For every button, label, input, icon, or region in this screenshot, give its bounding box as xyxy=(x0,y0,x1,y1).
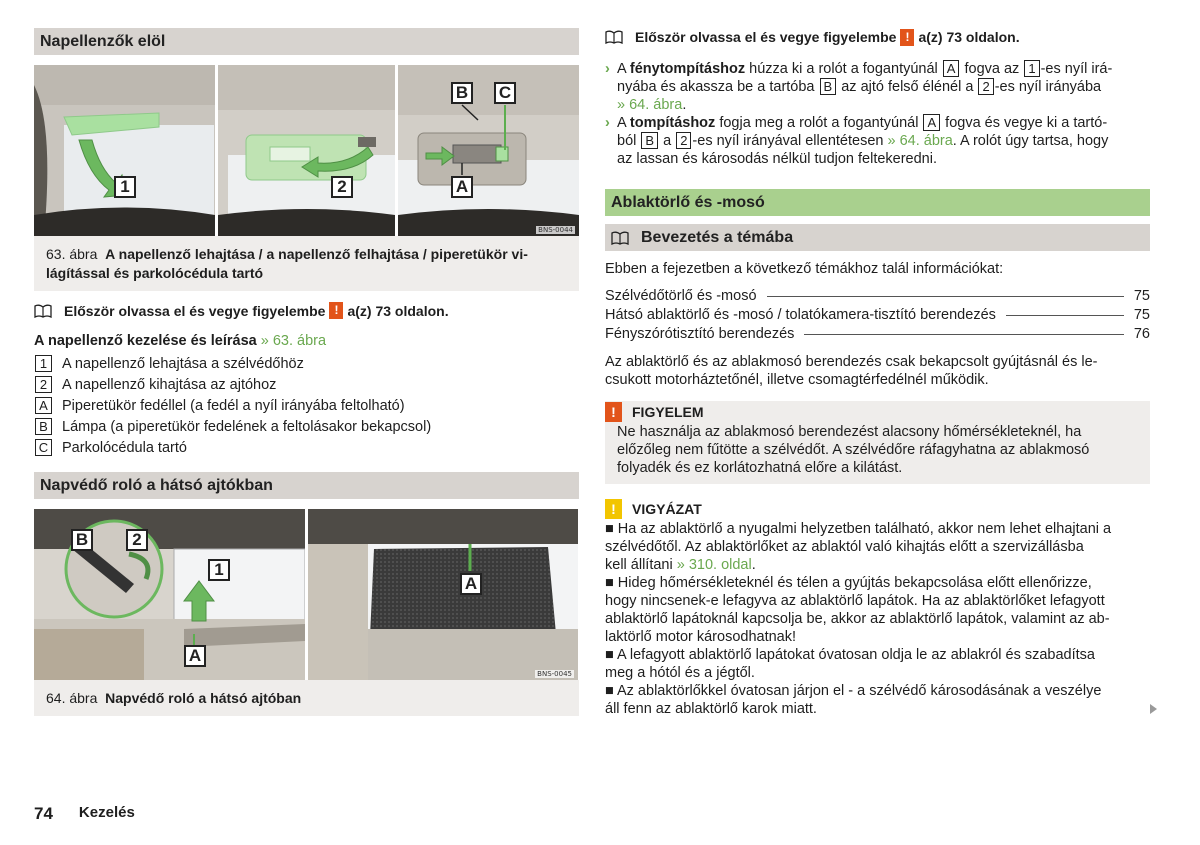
legend-key: B xyxy=(35,418,52,435)
key-label: 2 xyxy=(676,132,691,149)
key-label: B xyxy=(820,78,837,95)
caution-line xyxy=(605,556,1150,574)
legend-item xyxy=(34,395,579,416)
callout-A: A xyxy=(184,645,206,667)
step-text: az ajtó felső élénél a xyxy=(837,79,978,95)
step-arrow-icon: › xyxy=(605,61,610,77)
figure-ref-link[interactable]: » 63. ábra xyxy=(260,333,327,349)
key-label: A xyxy=(923,114,940,131)
legend-text: A napellenző lehajtása a szélvédőhöz xyxy=(62,355,304,372)
callout-A: A xyxy=(451,176,473,198)
toc-list xyxy=(605,287,1150,344)
callout-1: 1 xyxy=(208,559,230,581)
caution-line: ablaktörlő lapátoknál kapcsolja be, akkor az ablaktörlő lapátok, valamint az ab- xyxy=(605,611,1110,627)
caution-title: VIGYÁZAT xyxy=(632,501,702,517)
figure-title: A napellenző lehajtása / a napellenző felhajtása / piperetükör vi-lágítással és parkolócédula tartó xyxy=(46,246,528,281)
legend-item xyxy=(34,416,579,437)
step-text: fogva és vegye ki a tartó- xyxy=(941,115,1108,131)
description-label: A napellenző kezelése és leírása xyxy=(34,333,257,349)
left-column xyxy=(34,28,579,716)
page-ref-link[interactable]: » 310. oldal xyxy=(676,557,752,573)
caution-line: ■ A lefagyott ablaktörlő lapátokat óvatosan oldja le az ablakról és szabadítsa xyxy=(605,647,1095,663)
callout-2: 2 xyxy=(126,529,148,551)
subsection-heading-intro xyxy=(605,224,1150,251)
legend-list xyxy=(34,353,579,458)
figure-code: BNS-0045 xyxy=(537,670,572,678)
book-icon xyxy=(34,304,54,318)
read-first-text: Először olvassa el és vegye figyelembe xyxy=(64,302,326,319)
figure-64 xyxy=(34,509,579,716)
figure-63 xyxy=(34,65,579,291)
step-text: fogva az xyxy=(960,61,1024,77)
figure-ref-link[interactable]: » 64. ábra xyxy=(617,97,683,113)
toc-leader xyxy=(1006,315,1124,316)
step-text: -es nyíl irá- xyxy=(1040,61,1113,77)
toc-page: 75 xyxy=(1133,307,1150,323)
warning-line: folyadék és ez korlátozhatná előre a kilátást. xyxy=(617,460,903,476)
legend-text: Piperetükör fedéllel (a fedél a nyíl irányába feltolható) xyxy=(62,397,405,414)
section-heading-rear-blind: Napvédő roló a hátsó ajtókban xyxy=(34,472,579,499)
step-text: ból xyxy=(617,133,641,149)
read-first-note xyxy=(34,302,579,319)
description-line xyxy=(34,333,579,349)
step-text: A xyxy=(617,115,630,131)
warning-icon: ! xyxy=(329,302,343,319)
caution-header xyxy=(605,498,1150,520)
book-icon xyxy=(611,231,631,245)
figure-number: 63. ábra xyxy=(46,246,98,262)
caution-icon: ! xyxy=(605,499,622,519)
step-text: -es nyíl irányába xyxy=(994,79,1102,95)
step-text: A xyxy=(617,61,630,77)
callout-2: 2 xyxy=(331,176,353,198)
warning-icon: ! xyxy=(605,402,622,422)
legend-key: C xyxy=(35,439,52,456)
caution-line: laktörlő motor károsodhatnak! xyxy=(605,629,797,645)
photo-vanity-mirror xyxy=(398,65,579,236)
continue-arrow-icon xyxy=(1150,704,1157,714)
legend-text: Lámpa (a piperetükör fedelének a feltolásakor bekapcsol) xyxy=(62,418,432,435)
legend-item xyxy=(34,437,579,458)
body-paragraph xyxy=(605,353,1150,389)
figure-number: 64. ábra xyxy=(46,690,98,706)
subsection-title: Bevezetés a témába xyxy=(641,229,794,246)
caution-text-part: . xyxy=(751,557,756,573)
warning-header xyxy=(605,401,1150,423)
instruction-step-1 xyxy=(605,60,1150,114)
step-text: nyába és akassza be a tartóba xyxy=(617,79,819,95)
toc-entry[interactable] xyxy=(605,287,1150,306)
figure-code: BNS-0044 xyxy=(538,226,573,234)
key-label: B xyxy=(641,132,658,149)
toc-entry[interactable] xyxy=(605,306,1150,325)
legend-text: Parkolócédula tartó xyxy=(62,439,187,456)
warning-line: Ne használja az ablakmosó berendezést alacsony hőmérsékleteknél, ha xyxy=(617,424,1082,440)
caution-line: meg a hótól és a jégtől. xyxy=(605,665,755,681)
step-keyword: tompításhoz xyxy=(629,115,716,131)
legend-text: A napellenző kihajtása az ajtóhoz xyxy=(62,376,277,393)
legend-key: 2 xyxy=(35,376,52,393)
photo-visor-down xyxy=(34,65,215,236)
callout-C: C xyxy=(494,82,516,104)
intro-text: Ebben a fejezetben a következő témákhoz talál információkat: xyxy=(605,261,1004,277)
caution-text-part: kell állítani xyxy=(605,557,677,573)
caution-box xyxy=(605,498,1150,718)
book-icon xyxy=(605,30,625,44)
footer-section: Kezelés xyxy=(78,804,135,821)
caution-line: ■ Az ablaktörlőkkel óvatosan járjon el - a szélvédő károsodásának a veszélye xyxy=(605,683,1102,699)
read-first-note xyxy=(605,28,1150,46)
section-heading-sun-visors: Napellenzők elöl xyxy=(34,28,579,55)
page-number: 74 xyxy=(34,804,53,823)
step-text: a xyxy=(659,133,676,149)
toc-entry[interactable] xyxy=(605,325,1150,344)
figure-63-caption xyxy=(34,236,579,291)
figure-64-caption xyxy=(34,680,579,716)
step-keyword: fénytompításhoz xyxy=(629,61,746,77)
section-heading-wipers: Ablaktörlő és -mosó xyxy=(605,189,1150,216)
step-text: -es nyíl irányával ellentétesen xyxy=(692,133,888,149)
key-label: 2 xyxy=(978,78,993,95)
toc-page: 76 xyxy=(1133,326,1150,342)
toc-leader xyxy=(804,334,1123,335)
page-footer xyxy=(34,804,135,824)
read-first-page: a(z) 73 oldalon. xyxy=(347,302,449,319)
caution-line: ■ Ha az ablaktörlő a nyugalmi helyzetben található, akkor nem lehet elhajtani a xyxy=(605,521,1112,537)
callout-B: B xyxy=(451,82,473,104)
callout-A: A xyxy=(460,573,482,595)
legend-item xyxy=(34,353,579,374)
toc-label: Szélvédőtörlő és -mosó xyxy=(605,288,757,304)
photo-blind-extend xyxy=(34,509,305,680)
legend-item xyxy=(34,374,579,395)
toc-label: Fényszórótisztító berendezés xyxy=(605,326,795,342)
figure-title: Napvédő roló a hátsó ajtóban xyxy=(105,690,302,706)
step-text: fogja meg a rolót a fogantyúnál xyxy=(715,115,923,131)
figure-ref-link[interactable]: » 64. ábra xyxy=(887,133,953,149)
caution-line: áll fenn az ablaktörlő karok miatt. xyxy=(605,701,817,717)
read-first-text: Először olvassa el és vegye figyelembe xyxy=(635,29,897,45)
step-arrow-icon: › xyxy=(605,115,610,131)
toc-page: 75 xyxy=(1133,288,1150,304)
caution-line: szélvédőtől. Az ablaktörlőket az ablaktól való kihajtás előtt a szervizállásba xyxy=(605,539,1084,555)
warning-text xyxy=(605,423,1150,477)
callout-B: B xyxy=(71,529,93,551)
read-first-page: a(z) 73 oldalon. xyxy=(918,29,1020,45)
right-column xyxy=(605,28,1150,718)
warning-title: FIGYELEM xyxy=(632,404,704,420)
toc-label: Hátsó ablaktörlő és -mosó / tolatókamera-tisztító berendezés xyxy=(605,307,996,323)
legend-key: A xyxy=(35,397,52,414)
figure-64-photos xyxy=(34,509,579,680)
paragraph-line: Az ablaktörlő és az ablakmosó berendezés csak bekapcsolt gyújtásnál és le- xyxy=(605,354,1098,370)
instruction-step-2 xyxy=(605,114,1150,168)
caution-line: hogy nincsenek-e lefagyva az ablaktörlő lapátok. Ha az ablaktörlőket lefagyott xyxy=(605,593,1105,609)
paragraph-line: csukott motorháztetőnél, illetve csomagtérfedélnél működik. xyxy=(605,372,989,388)
legend-key: 1 xyxy=(35,355,52,372)
step-text: . A rolót úgy tartsa, hogy xyxy=(952,133,1109,149)
caution-text xyxy=(605,520,1150,718)
warning-icon: ! xyxy=(900,29,914,46)
step-text: az lassan és károsodás nélkül tudjon feltekeredni. xyxy=(617,151,937,167)
photo-visor-side xyxy=(218,65,395,236)
toc-leader xyxy=(767,296,1124,297)
caution-line: ■ Hideg hőmérsékleteknél és télen a gyújtás bekapcsolása előtt ellenőrizze, xyxy=(605,575,1092,591)
figure-63-photos xyxy=(34,65,579,236)
photo-blind-hooked xyxy=(308,509,578,680)
warning-line: előzőleg nem fűtötte a szélvédőt. A szélvédőre ráfagyhatna az ablakmosó xyxy=(617,442,1090,458)
step-text: húzza ki a rolót a fogantyúnál xyxy=(745,61,942,77)
step-text: . xyxy=(682,97,687,113)
key-label: A xyxy=(943,60,960,77)
key-label: 1 xyxy=(1024,60,1039,77)
callout-1: 1 xyxy=(114,176,136,198)
warning-box xyxy=(605,401,1150,484)
